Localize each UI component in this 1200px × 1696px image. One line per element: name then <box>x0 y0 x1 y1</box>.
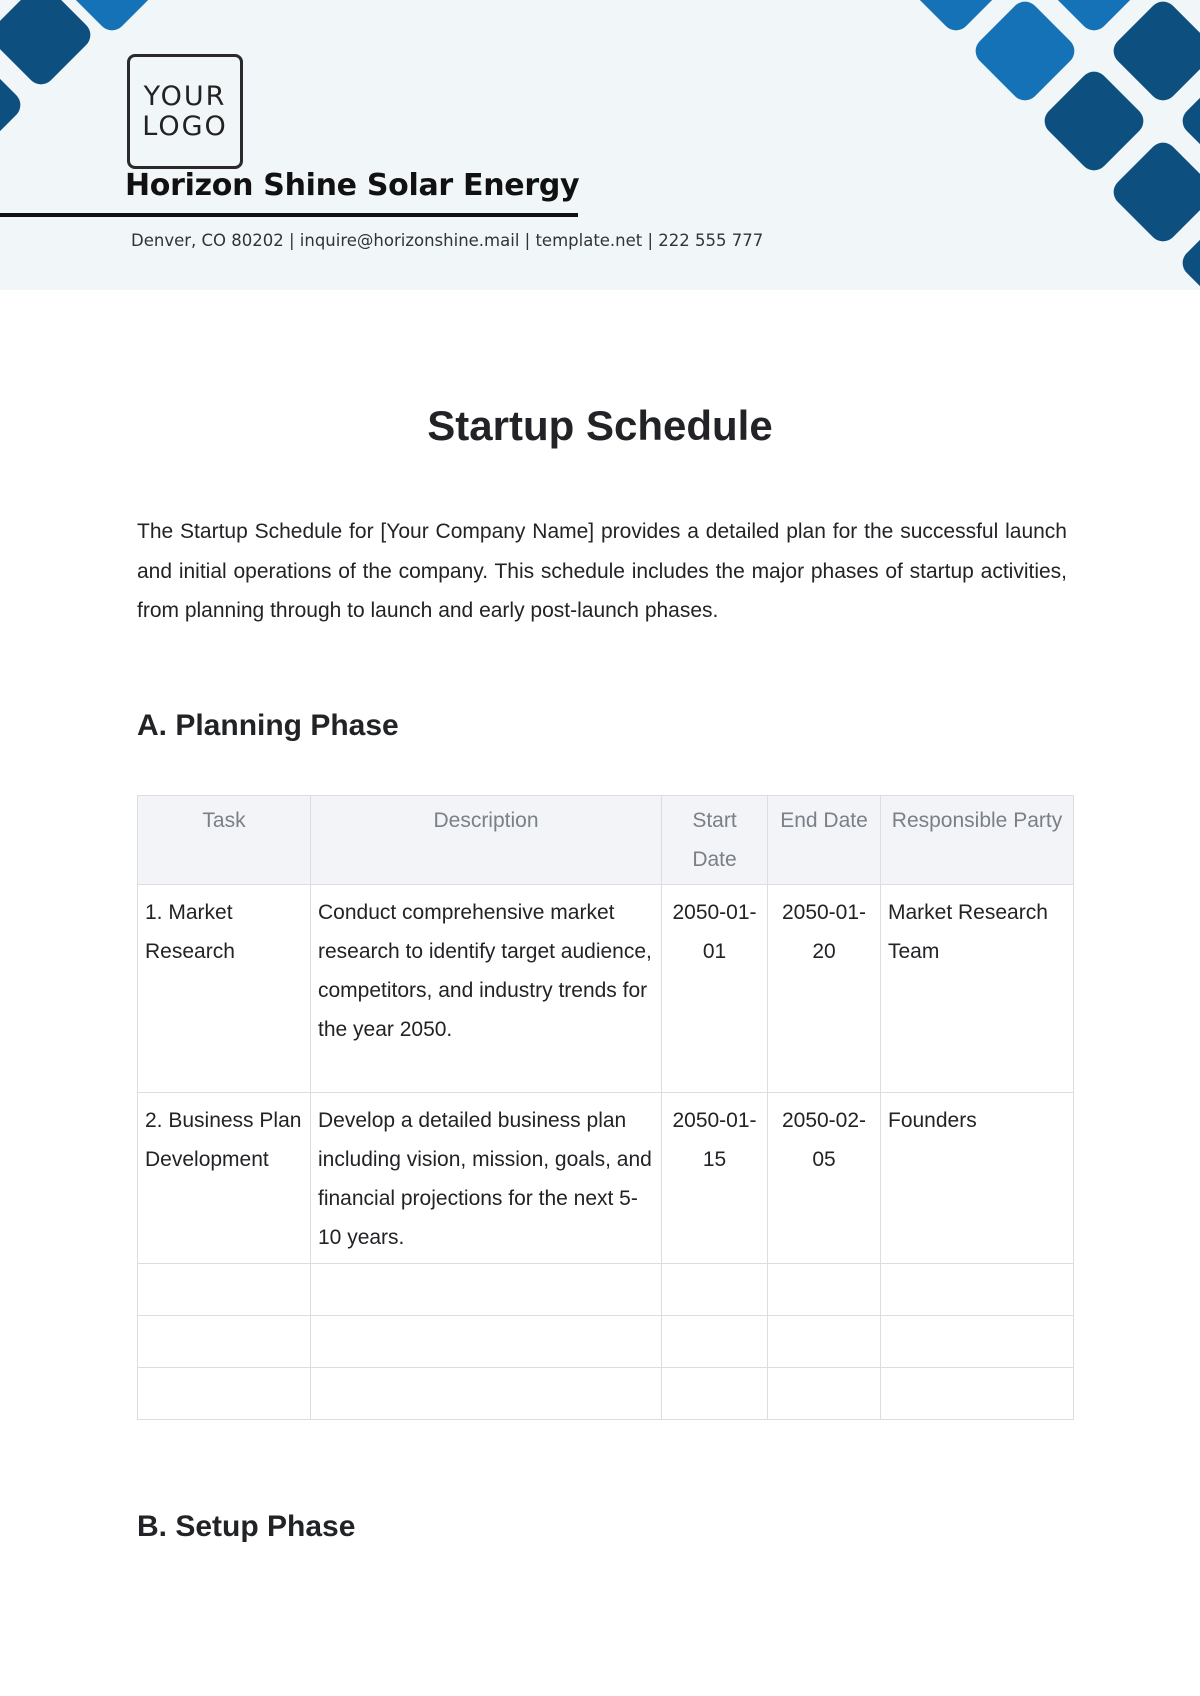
cell-description: Conduct comprehensive market research to identify target audience, competitors, and industry trends for the year 2050. <box>311 885 662 1093</box>
decor-tile-icon <box>970 0 1080 106</box>
cell-responsible-party: Founders <box>881 1093 1074 1264</box>
cell-end-date <box>768 1264 881 1316</box>
section-heading-setup: B. Setup Phase <box>137 1510 356 1543</box>
cell-description <box>311 1264 662 1316</box>
header-divider <box>0 213 578 217</box>
table-header-row <box>138 796 1074 885</box>
planning-schedule-table <box>137 795 1074 1420</box>
column-header-task: Task <box>138 796 311 885</box>
logo-text-line2: LOGO <box>142 110 228 142</box>
cell-end-date: 2050-02-05 <box>768 1093 881 1264</box>
section-heading-planning: A. Planning Phase <box>137 709 399 742</box>
cell-description <box>311 1368 662 1420</box>
cell-description: Develop a detailed business plan including vision, mission, goals, and financial projections for the next 5-10 years. <box>311 1093 662 1264</box>
cell-end-date <box>768 1368 881 1420</box>
column-header-start-date: Start Date <box>662 796 768 885</box>
cell-task <box>138 1264 311 1316</box>
cell-start-date <box>662 1264 768 1316</box>
cell-responsible-party: Market Research Team <box>881 885 1074 1093</box>
cell-description <box>311 1316 662 1368</box>
decor-tile-icon <box>1039 66 1149 176</box>
cell-start-date: 2050-01-01 <box>662 885 768 1093</box>
table-row-empty <box>138 1316 1074 1368</box>
cell-task: 2. Business Plan Development <box>138 1093 311 1264</box>
letterhead <box>0 0 1200 290</box>
cell-end-date: 2050-01-20 <box>768 885 881 1093</box>
logo-placeholder <box>127 54 243 169</box>
document-title: Startup Schedule <box>427 402 773 449</box>
table-row-empty <box>138 1368 1074 1420</box>
table-row-empty <box>138 1264 1074 1316</box>
company-name: Horizon Shine Solar Energy <box>125 168 580 203</box>
table-row <box>138 1093 1074 1264</box>
cell-task <box>138 1368 311 1420</box>
logo-text-line1: YOUR <box>143 80 227 112</box>
cell-task <box>138 1316 311 1368</box>
cell-start-date <box>662 1368 768 1420</box>
cell-start-date: 2050-01-15 <box>662 1093 768 1264</box>
column-header-responsible-party: Responsible Party <box>881 796 1074 885</box>
cell-start-date <box>662 1316 768 1368</box>
decor-tile-icon <box>0 0 96 90</box>
cell-task: 1. Market Research <box>138 885 311 1093</box>
column-header-description: Description <box>311 796 662 885</box>
decor-tile-icon <box>1108 0 1200 106</box>
contact-info: Denver, CO 80202 | inquire@horizonshine.mail | template.net | 222 555 777 <box>131 231 764 250</box>
cell-responsible-party <box>881 1368 1074 1420</box>
cell-responsible-party <box>881 1264 1074 1316</box>
intro-paragraph: The Startup Schedule for [Your Company Name] provides a detailed plan for the successful launch and initial operations of the company. This schedule includes the major phases of startup activities, from planning through to launch and early post-launch phases. <box>137 520 1067 622</box>
cell-end-date <box>768 1316 881 1368</box>
column-header-end-date: End Date <box>768 796 881 885</box>
cell-responsible-party <box>881 1316 1074 1368</box>
table-row <box>138 885 1074 1093</box>
decor-tile-icon <box>1108 137 1200 247</box>
